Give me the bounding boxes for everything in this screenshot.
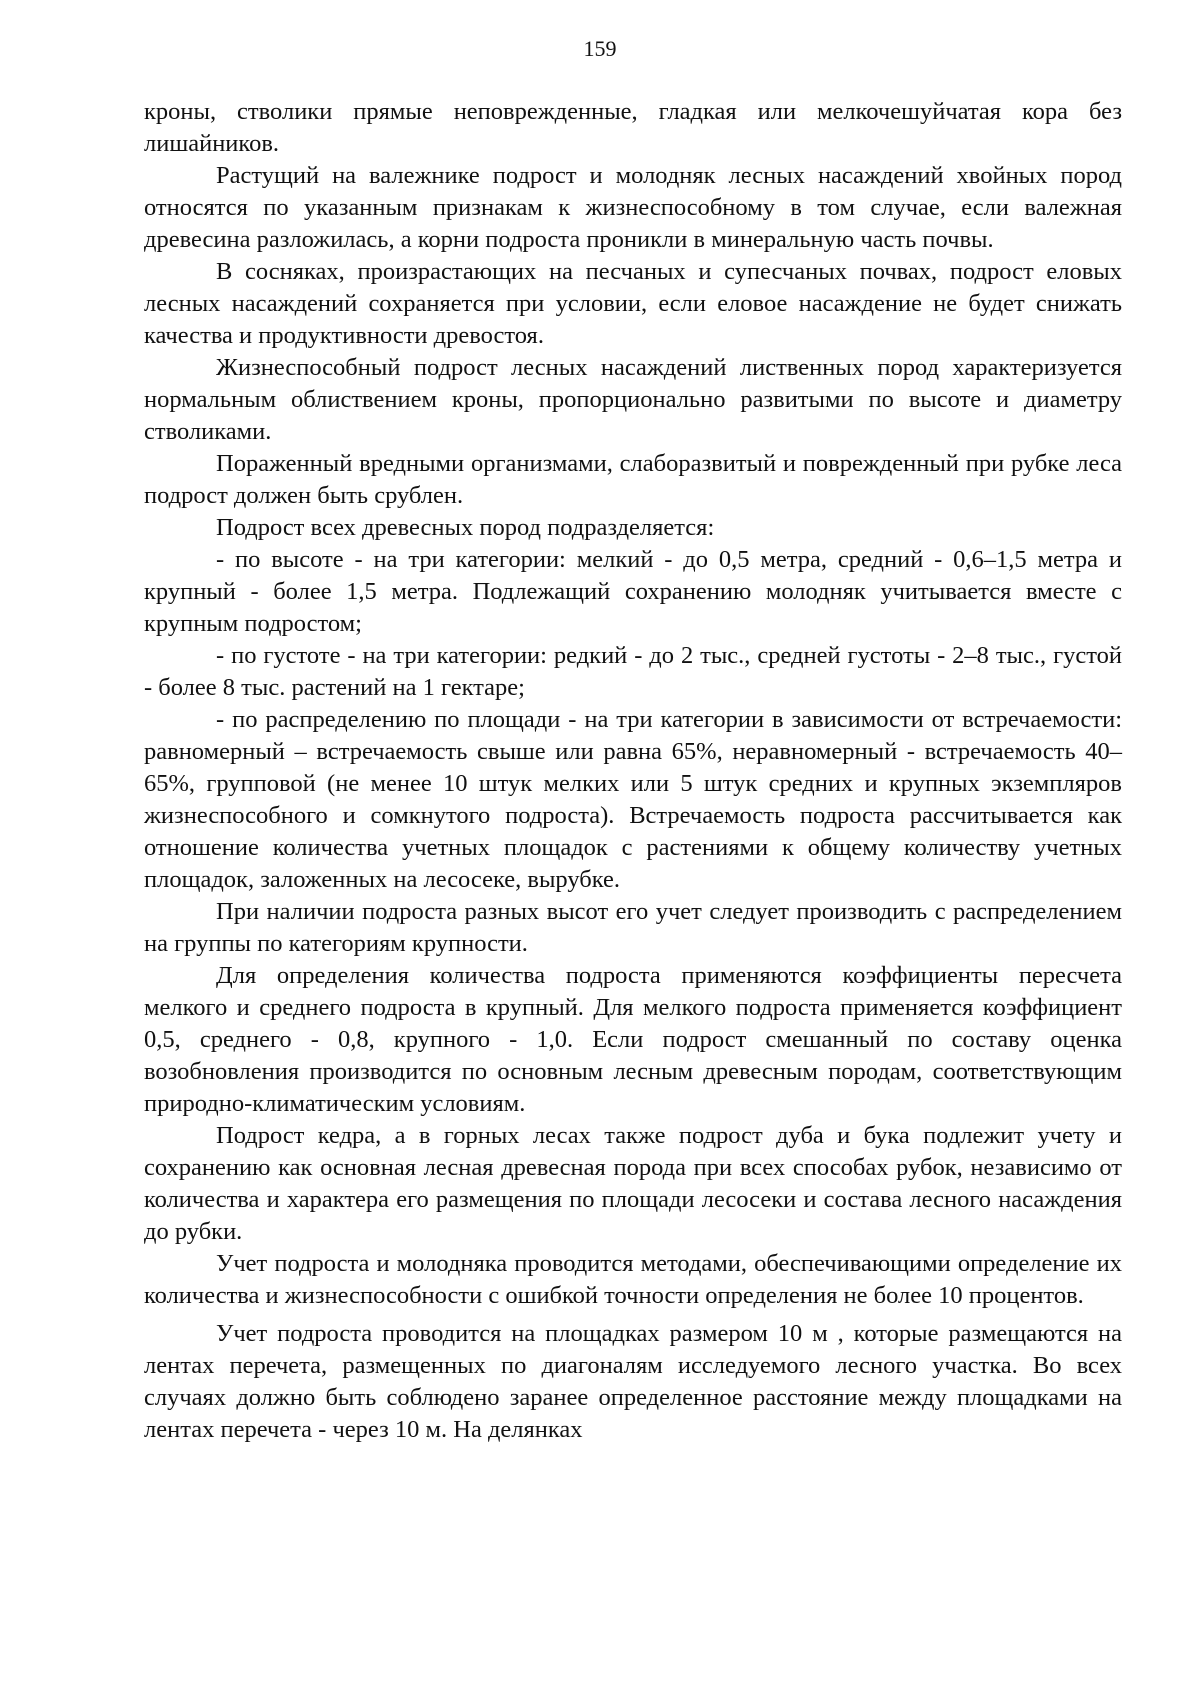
paragraph: Жизнеспособный подрост лесных насаждений лиственных пород характеризуется нормальным облиствением кроны, пропорционально развитыми по высоте и диаметру стволиками.	[144, 354, 1122, 445]
paragraph: Для определения количества подроста применяются коэффициенты пересчета мелкого и среднего подроста в крупный. Для мелкого подроста применяется коэффициент 0,5, среднего - 0,8, крупного - 1,0. Если подрост смешанный по составу оценка возобновления производится по основным лесным древесным породам, соответствующим природно-климатическим условиям.	[144, 962, 1122, 1117]
paragraph: Подрост кедра, а в горных лесах также подрост дуба и бука подлежит учету и сохранению как основная лесная древесная порода при всех способах рубок, независимо от количества и характера его размещения по площади лесосеки и состава лесного насаждения до рубки.	[144, 1122, 1122, 1245]
paragraph: Учет подроста и молодняка проводится методами, обеспечивающими определение их количества и жизнеспособности с ошибкой точности определения не более 10 процентов.	[144, 1250, 1122, 1309]
list-item-density: - по густоте - на три категории: редкий - до 2 тыс., средней густоты - 2–8 тыс., густой - более 8 тыс. растений на 1 гектаре;	[144, 642, 1122, 701]
page-number: 159	[583, 36, 617, 61]
list-item-distribution: - по распределению по площади - на три категории в зависимости от встречаемости: равномерный – встречаемость свыше или равна 65%, неравномерный - встречаемость 40–65%, групповой (не менее 10 штук мелких или 5 штук средних и крупных экземпляров жизнеспособного и сомкнутого подроста). Встречаемость подроста рассчитывается как отношение количества учетных площадок с растениями к общему количеству учетных площадок, заложенных на лесосеке, вырубке.	[144, 706, 1122, 893]
paragraph: Растущий на валежнике подрост и молодняк лесных насаждений хвойных пород относятся по указанным признакам к жизнеспособному в том случае, если валежная древесина разложилась, а корни подроста проникли в минеральную часть почвы.	[144, 162, 1122, 253]
paragraph: кроны, стволики прямые неповрежденные, гладкая или мелкочешуйчатая кора без лишайников.	[144, 98, 1122, 157]
paragraph: Пораженный вредными организмами, слаборазвитый и поврежденный при рубке леса подрост должен быть срублен.	[144, 450, 1122, 509]
paragraph: Подрост всех древесных пород подразделяется:	[216, 514, 715, 541]
list-item-height: - по высоте - на три категории: мелкий - до 0,5 метра, средний - 0,6–1,5 метра и крупный - более 1,5 метра. Подлежащий сохранению молодняк учитывается вместе с крупным подростом;	[144, 546, 1122, 637]
paragraph-continued: Учет подроста проводится на площадках размером 10 м , которые размещаются на лентах перечета, размещенных по диагоналям исследуемого лесного участка. Во всех случаях должно быть соблюдено заранее определенное расстояние между площадками на лентах перечета - через 10 м. На делянках	[144, 1320, 1122, 1443]
document-body	[144, 96, 1122, 1446]
paragraph: При наличии подроста разных высот его учет следует производить с распределением на группы по категориям крупности.	[144, 898, 1122, 957]
paragraph: В сосняках, произрастающих на песчаных и супесчаных почвах, подрост еловых лесных насаждений сохраняется при условии, если еловое насаждение не будет снижать качества и продуктивности древостоя.	[144, 258, 1122, 349]
